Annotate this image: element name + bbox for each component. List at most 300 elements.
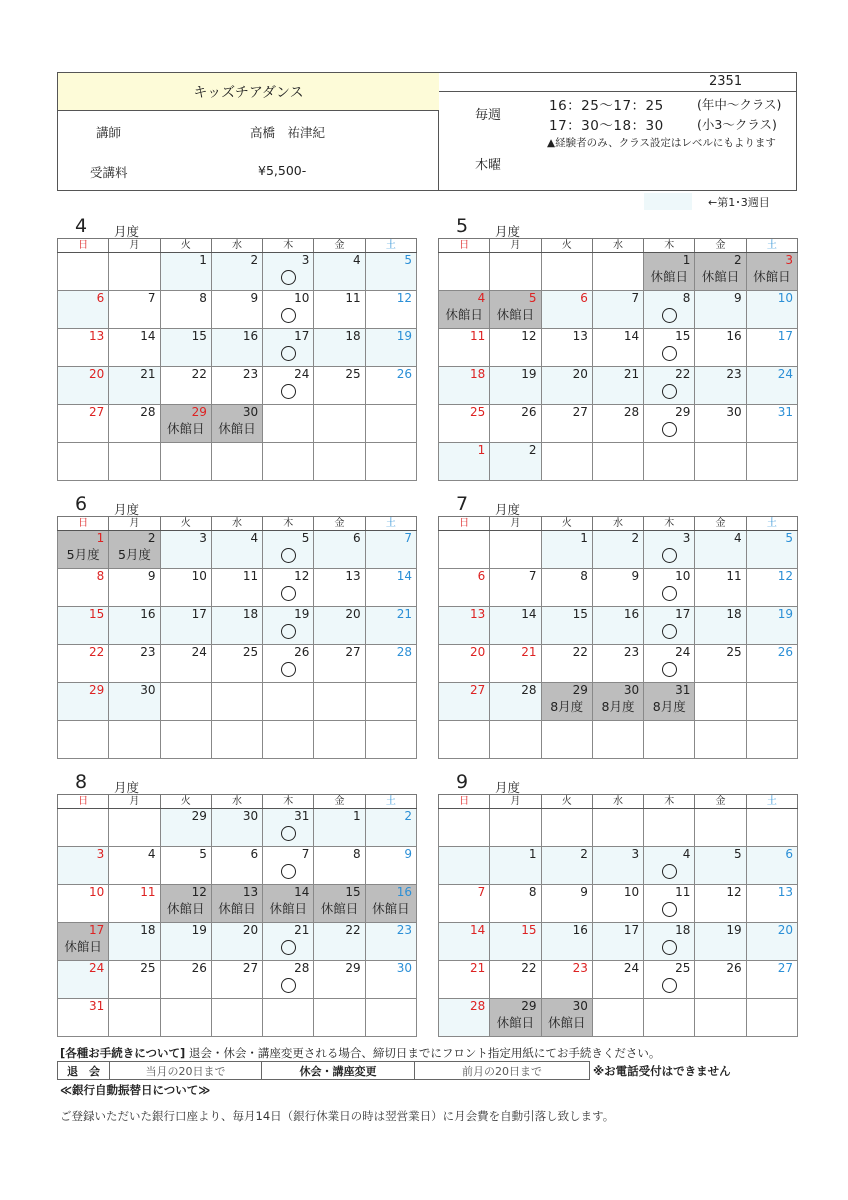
day-number: 19	[521, 367, 537, 381]
day-cell	[490, 923, 541, 961]
day-cell	[644, 809, 695, 847]
weekday-header: 月	[109, 517, 160, 531]
day-cell	[490, 569, 541, 607]
day-number: 29	[345, 961, 361, 975]
week-legend-swatch	[644, 193, 692, 210]
day-cell	[644, 645, 695, 683]
day-number: 17	[89, 923, 105, 937]
day-cell	[314, 253, 365, 291]
month-number: 4	[75, 215, 88, 237]
day-cell	[314, 961, 365, 999]
lesson-circle-icon	[662, 346, 677, 361]
day-number: 14	[396, 569, 412, 583]
day-number: 27	[777, 961, 793, 975]
day-cell	[58, 683, 109, 721]
week-row	[439, 607, 798, 645]
day-cell	[439, 645, 490, 683]
week-row	[439, 253, 798, 291]
weekday-header: 火	[160, 795, 211, 809]
day-cell	[263, 531, 314, 569]
day-number: 18	[726, 607, 742, 621]
weekday-header: 木	[263, 795, 314, 809]
procedure-heading: [各種お手続きについて]	[60, 1046, 186, 1060]
day-number: 17	[294, 329, 310, 343]
week-row	[58, 253, 417, 291]
day-number: 18	[242, 607, 259, 621]
day-cell	[263, 569, 314, 607]
day-cell	[314, 531, 365, 569]
day-cell	[644, 531, 695, 569]
week-row	[439, 961, 798, 999]
day-cell	[263, 721, 314, 759]
day-cell	[109, 809, 160, 847]
day-cell	[746, 569, 797, 607]
day-cell	[592, 253, 643, 291]
day-cell	[211, 645, 262, 683]
month-calendar-4	[57, 215, 417, 481]
weekday-header: 月	[109, 795, 160, 809]
day-cell	[746, 645, 797, 683]
day-cell	[592, 923, 643, 961]
day-number: 7	[528, 569, 537, 583]
day-number: 21	[396, 607, 412, 621]
day-cell	[263, 645, 314, 683]
weekday-header: 月	[109, 239, 160, 253]
calendar-grid	[57, 516, 417, 759]
day-number: 28	[521, 683, 537, 697]
day-cell	[263, 999, 314, 1037]
day-number: 6	[785, 847, 793, 861]
day-cell	[746, 721, 797, 759]
day-number: 6	[353, 531, 361, 545]
day-number: 5	[199, 847, 207, 861]
day-cell	[439, 683, 490, 721]
month-suffix: 月度	[114, 224, 140, 239]
day-number: 21	[521, 645, 537, 659]
weekday-header: 木	[263, 517, 314, 531]
week-legend-text: ←第1･3週目	[708, 196, 770, 209]
day-cell	[746, 253, 797, 291]
day-cell	[592, 531, 643, 569]
day-cell	[541, 291, 592, 329]
day-cell	[58, 885, 109, 923]
day-cell	[439, 961, 490, 999]
day-number: 20	[345, 607, 361, 621]
day-cell	[490, 253, 541, 291]
day-number: 2	[734, 253, 742, 267]
suspend-label: 休会・講座変更	[262, 1062, 415, 1080]
day-cell	[541, 885, 592, 923]
day-number: 23	[396, 923, 412, 937]
day-number: 18	[675, 923, 691, 937]
day-number: 6	[477, 569, 486, 583]
day-cell	[592, 443, 643, 481]
day-note: 休館日	[650, 269, 689, 284]
day-note: 5月度	[66, 547, 100, 562]
day-cell	[746, 329, 797, 367]
class-level-1: (年中〜クラス)	[697, 97, 782, 112]
day-number: 4	[353, 253, 361, 267]
day-cell	[592, 809, 643, 847]
week-row	[58, 999, 417, 1037]
day-cell	[541, 645, 592, 683]
weekday-header: 金	[695, 795, 746, 809]
day-cell	[211, 961, 262, 999]
weekday-header: 土	[365, 517, 416, 531]
deadline-table	[57, 1061, 590, 1080]
day-number: 20	[242, 923, 259, 937]
day-number: 20	[470, 645, 486, 659]
day-cell	[439, 405, 490, 443]
day-number: 21	[294, 923, 310, 937]
day-number: 12	[191, 885, 207, 899]
month-calendar-5	[438, 215, 798, 481]
weekday-header: 金	[695, 239, 746, 253]
day-number: 8	[528, 885, 537, 899]
day-number: 26	[726, 961, 742, 975]
weekday-header: 水	[592, 517, 643, 531]
lesson-circle-icon	[662, 624, 677, 639]
day-number: 25	[140, 961, 156, 975]
day-cell	[695, 329, 746, 367]
weekday-header: 金	[314, 517, 365, 531]
day-number: 2	[250, 253, 259, 267]
day-cell	[263, 443, 314, 481]
day-cell	[314, 923, 365, 961]
day-note: 休館日	[166, 421, 205, 436]
day-cell	[109, 607, 160, 645]
weekday-header: 金	[314, 239, 365, 253]
day-number: 8	[580, 569, 588, 583]
day-cell	[58, 253, 109, 291]
day-cell	[695, 721, 746, 759]
day-cell	[592, 367, 643, 405]
withdraw-deadline: 当月の20日まで	[110, 1062, 262, 1080]
day-number: 19	[726, 923, 742, 937]
day-number: 28	[294, 961, 310, 975]
day-cell	[263, 291, 314, 329]
day-number: 28	[623, 405, 640, 419]
day-cell	[314, 607, 365, 645]
day-cell	[592, 329, 643, 367]
day-cell	[592, 961, 643, 999]
day-cell	[746, 683, 797, 721]
day-cell	[160, 961, 211, 999]
day-number: 2	[580, 847, 588, 861]
day-cell	[644, 721, 695, 759]
time-slot-2: 17：30〜18：30	[549, 118, 664, 134]
day-cell	[644, 367, 695, 405]
day-number: 3	[301, 253, 310, 267]
day-cell	[365, 999, 416, 1037]
day-number: 4	[477, 291, 486, 305]
day-number: 10	[89, 885, 105, 899]
day-cell	[365, 443, 416, 481]
day-cell	[263, 405, 314, 443]
day-cell	[439, 721, 490, 759]
day-cell	[541, 721, 592, 759]
lesson-circle-icon	[281, 308, 296, 323]
day-cell	[365, 569, 416, 607]
day-cell	[263, 847, 314, 885]
day-number: 4	[250, 531, 259, 545]
day-cell	[263, 809, 314, 847]
weekday-header: 水	[211, 239, 262, 253]
day-number: 19	[294, 607, 310, 621]
day-cell	[695, 405, 746, 443]
day-cell	[109, 645, 160, 683]
weekday-header: 火	[541, 239, 592, 253]
day-cell	[211, 721, 262, 759]
day-cell	[160, 405, 211, 443]
day-number: 16	[726, 329, 742, 343]
day-cell	[541, 253, 592, 291]
day-number: 3	[682, 531, 691, 545]
day-number: 29	[191, 405, 207, 419]
day-number: 4	[147, 847, 156, 861]
day-cell	[314, 847, 365, 885]
day-note: 休館日	[218, 901, 256, 916]
day-number: 11	[726, 569, 742, 583]
lesson-circle-icon	[281, 978, 296, 993]
day-number: 4	[682, 847, 691, 861]
class-info-box	[57, 72, 797, 191]
day-number: 30	[726, 405, 742, 419]
day-number: 18	[470, 367, 486, 381]
time-slot-1: 16：25〜17：25	[549, 98, 664, 114]
lesson-circle-icon	[662, 662, 677, 677]
weekday-header: 土	[746, 239, 797, 253]
week-row	[58, 531, 417, 569]
suspend-deadline: 前月の20日まで	[415, 1062, 590, 1080]
day-cell	[160, 645, 211, 683]
day-number: 17	[777, 329, 793, 343]
day-number: 6	[96, 291, 105, 305]
class-code: 2351	[709, 74, 743, 89]
weekday-header: 木	[263, 239, 314, 253]
day-cell	[314, 405, 365, 443]
month-suffix: 月度	[114, 780, 140, 795]
day-cell	[160, 721, 211, 759]
bank-heading: ≪銀行自動振替日について≫	[60, 1083, 211, 1097]
day-cell	[109, 531, 160, 569]
day-cell	[695, 291, 746, 329]
day-number: 14	[470, 923, 486, 937]
day-number: 28	[140, 405, 156, 419]
day-number: 8	[96, 569, 105, 583]
month-suffix: 月度	[495, 224, 521, 239]
day-cell	[211, 885, 262, 923]
day-note: 休館日	[496, 307, 535, 322]
day-note: 8月度	[601, 699, 635, 714]
day-number: 24	[777, 367, 793, 381]
day-number: 20	[777, 923, 793, 937]
day-cell	[314, 683, 365, 721]
day-number: 26	[777, 645, 793, 659]
day-number: 3	[785, 253, 793, 267]
class-code-row	[439, 73, 796, 92]
day-number: 22	[675, 367, 691, 381]
day-cell	[746, 999, 797, 1037]
day-cell	[644, 443, 695, 481]
day-number: 15	[89, 607, 105, 621]
day-cell	[314, 367, 365, 405]
day-cell	[490, 405, 541, 443]
day-number: 16	[242, 329, 259, 343]
week-row	[58, 847, 417, 885]
class-info-left	[58, 73, 439, 190]
day-number: 30	[396, 961, 412, 975]
day-cell	[160, 683, 211, 721]
day-cell	[365, 291, 416, 329]
day-number: 22	[572, 645, 588, 659]
day-number: 28	[396, 645, 412, 659]
day-number: 25	[345, 367, 361, 381]
day-number: 13	[777, 885, 793, 899]
weekday-header: 火	[541, 517, 592, 531]
day-cell	[109, 569, 160, 607]
day-cell	[211, 291, 262, 329]
day-cell	[109, 961, 160, 999]
day-number: 27	[345, 645, 361, 659]
day-cell	[644, 885, 695, 923]
day-cell	[211, 253, 262, 291]
withdraw-label: 退 会	[58, 1062, 110, 1080]
weekday-header: 木	[644, 239, 695, 253]
weekday-header: 金	[695, 517, 746, 531]
day-number: 13	[242, 885, 259, 899]
day-number: 29	[521, 999, 537, 1013]
day-cell	[314, 291, 365, 329]
day-number: 24	[623, 961, 640, 975]
day-cell	[314, 645, 365, 683]
week-row	[439, 531, 798, 569]
day-number: 1	[580, 531, 588, 545]
weekday-header: 日	[439, 517, 490, 531]
day-cell	[439, 885, 490, 923]
weekday-header: 土	[746, 517, 797, 531]
day-number: 10	[675, 569, 691, 583]
month-number: 9	[456, 771, 469, 793]
day-cell	[746, 923, 797, 961]
day-cell	[58, 291, 109, 329]
day-cell	[439, 443, 490, 481]
day-cell	[263, 329, 314, 367]
day-cell	[314, 443, 365, 481]
day-number: 9	[631, 569, 640, 583]
day-cell	[160, 569, 211, 607]
day-number: 22	[345, 923, 361, 937]
day-cell	[695, 531, 746, 569]
day-cell	[365, 721, 416, 759]
day-number: 9	[250, 291, 259, 305]
day-number: 1	[353, 809, 361, 823]
day-cell	[490, 847, 541, 885]
day-number: 6	[580, 291, 588, 305]
day-number: 7	[477, 885, 486, 899]
day-cell	[58, 531, 109, 569]
day-cell	[314, 809, 365, 847]
day-cell	[109, 253, 160, 291]
day-note: 休館日	[753, 269, 791, 284]
day-number: 31	[294, 809, 310, 823]
day-cell	[592, 683, 643, 721]
day-cell	[592, 569, 643, 607]
day-cell	[365, 253, 416, 291]
day-note: 休館日	[445, 307, 483, 322]
lesson-circle-icon	[281, 940, 296, 955]
day-cell	[644, 999, 695, 1037]
day-number: 16	[623, 607, 640, 621]
day-note: 休館日	[372, 901, 410, 916]
day-cell	[695, 645, 746, 683]
day-cell	[490, 999, 541, 1037]
day-number: 1	[96, 531, 105, 545]
day-cell	[160, 367, 211, 405]
day-number: 1	[477, 443, 486, 457]
week-row	[58, 569, 417, 607]
day-number: 9	[404, 847, 412, 861]
lesson-circle-icon	[281, 624, 296, 639]
day-cell	[58, 645, 109, 683]
day-number: 11	[470, 329, 486, 343]
weekday-header: 土	[365, 239, 416, 253]
day-number: 26	[294, 645, 310, 659]
day-cell	[314, 329, 365, 367]
day-cell	[58, 569, 109, 607]
day-cell	[490, 531, 541, 569]
lesson-circle-icon	[662, 586, 677, 601]
day-number: 15	[675, 329, 691, 343]
day-cell	[490, 683, 541, 721]
day-cell	[541, 607, 592, 645]
day-cell	[644, 405, 695, 443]
day-cell	[109, 329, 160, 367]
day-cell	[490, 329, 541, 367]
day-number: 12	[777, 569, 793, 583]
weekday-header: 月	[490, 239, 541, 253]
day-note: 休館日	[320, 901, 359, 916]
day-cell	[644, 607, 695, 645]
month-suffix: 月度	[495, 780, 521, 795]
day-cell	[211, 923, 262, 961]
day-cell	[541, 683, 592, 721]
day-cell	[592, 999, 643, 1037]
week-row	[439, 405, 798, 443]
day-note: 5月度	[117, 547, 151, 562]
weekday-header: 水	[211, 517, 262, 531]
day-number: 1	[199, 253, 207, 267]
day-number: 6	[250, 847, 259, 861]
week-row	[58, 683, 417, 721]
week-row	[439, 569, 798, 607]
fee-label: 受講料	[90, 165, 128, 180]
day-cell	[211, 367, 262, 405]
day-cell	[109, 721, 160, 759]
day-cell	[490, 645, 541, 683]
day-cell	[160, 999, 211, 1037]
day-number: 16	[396, 885, 412, 899]
day-number: 30	[572, 999, 588, 1013]
day-number: 28	[470, 999, 486, 1013]
day-cell	[58, 721, 109, 759]
day-cell	[58, 961, 109, 999]
weekday-header: 日	[58, 239, 109, 253]
week-row	[439, 645, 798, 683]
day-number: 3	[199, 531, 207, 545]
lesson-circle-icon	[662, 940, 677, 955]
bank-text: ご登録いただいた銀行口座より、毎月14日（銀行休業日の時は翌営業日）に月会費を自動引落し致します。	[60, 1109, 615, 1123]
